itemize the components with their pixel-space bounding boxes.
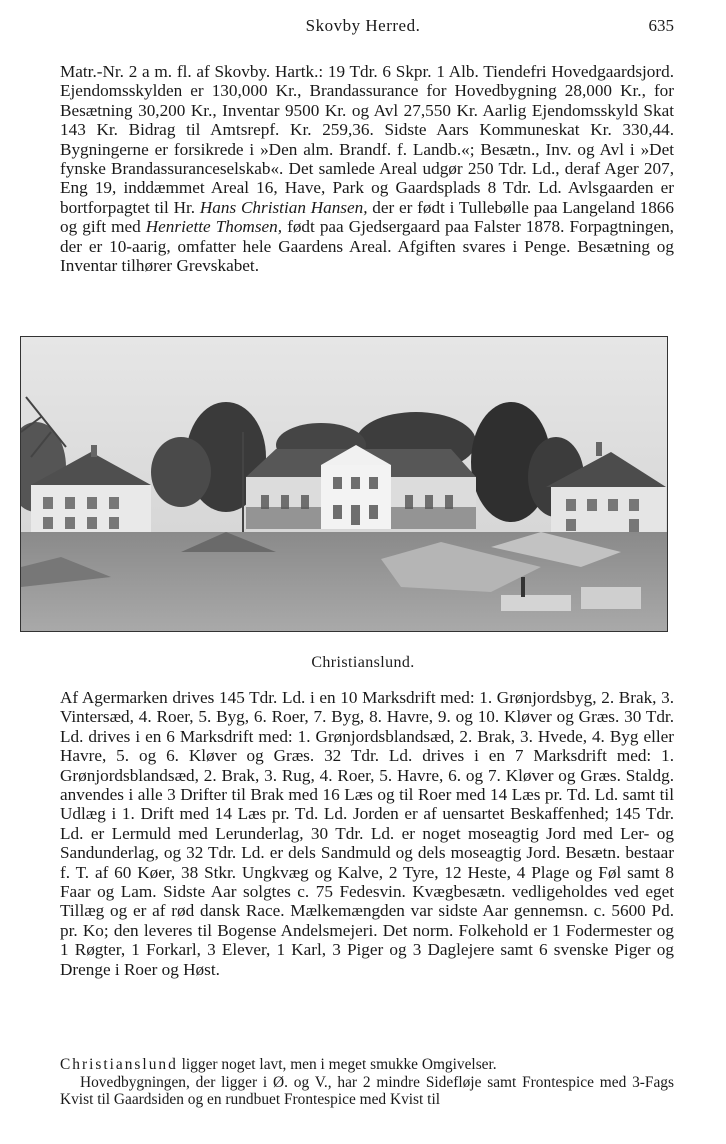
estate-name-spaced: Christianslund [60, 1056, 178, 1073]
paragraph-farming-details: Af Agermarken drives 145 Tdr. Ld. i en 10 Marksdrift med: 1. Grønjordsbyg, 2. Brak, 3. Vintersæd, 4. Roer, 5. Byg, 6. Roer, 7. Byg, 8. Havre, 9. og 10. Kløver og Græs. 30 Tdr. Ld. drives i en 6 Marksdrift med: 1. Grønjordsblandsæd, 2. Brak, 3. Hvede, 4. Byg eller Havre, 5. og 6. Kløver og Græs. 32 Tdr. Ld. drives i en 7 Marksdrift med: 1. Grønjordsblandsæd, 2. Brak, 3. Rug, 4. Roer, 5. Havre, 6. og 7. Kløver og Græs. Staldg. anvendes i alle 3 Drifter til Brak med 16 Læs og til Roer med 14 Læs pr. Td. Ld. samt til Udlæg i 1. Drift med 14 Læs pr. Td. Ld. Jorden er af uensartet Beskaffenhed; 145 Tdr. Ld. er Lermuld med Lerunderlag, 30 Tdr. Ld. er noget moseagtig Jord med Ler- og Sandunderlag, og 32 Tdr. Ld. er dels Sandmuld og dels moseagtig Jord. Besætn. bestaar f. T. af 60 Køer, 38 Stkr. Ungkvæg og Kalve, 2 Tyre, 12 Heste, 4 Plage og Føl samt 8 Faar og Lam. Sidste Aar solgtes c. 75 Fedesvin. Kvægbesætn. vedligeholdes ved eget Tillæg og er af rød dansk Race. Mælkemængden var sidste Aar gennemsn. c. 5600 Pd. pr. Ko; den leveres til Bogense Andelsmejeri. Det norm. Folkehold er 1 Fodermester og 1 Røgter, 1 Forkarl, 3 Elever, 1 Karl, 3 Piger og 3 Daglejere samt 6 svenske Piger og Drenge i Roer og Høst. [60, 688, 674, 979]
property-text-a: Matr.-Nr. 2 a m. fl. af Skovby. Hartk.: 19 Tdr. 6 Skpr. 1 Alb. Tiendefri Hovedgaardsjord. Ejendomsskylden er 130,000 Kr., Brandassurance for Hovedbygning 28,000 Kr., for Besætning 30,200 Kr., Inventar 9500 Kr. og Avl 27,550 Kr. Aarlig Ejendomsskyld Skat 143 Kr. Bidrag til Amtsrepf. Kr. 259,36. Sidste Aars Kommuneskat Kr. 330,44. Bygningerne er forsikrede i »Den alm. Brandf. f. Landb.«; Besætn., Inv. og Avl i »Det fynske Brandassuranceselskab«. Det samlede Areal udgør 250 Tdr. Ld., deraf Ager 207, Eng 19, inddæmmet Areal 16, Have, Park og Gaardsplads 8 Tdr. Ld. Avlsgaarden er bortforpagtet til Hr. [60, 62, 674, 217]
description-line2: Hovedbygningen, der ligger i Ø. og V., har 2 mindre Sidefløje samt Frontespice med 3-Fags Kvist til Gaardsiden og en rundbuet Frontespice med Kvist til [60, 1073, 674, 1109]
description-line1: ligger noget lavt, men i meget smukke Omgivelser. [177, 1056, 497, 1073]
wife-name: Henriette Thomsen, [145, 217, 283, 237]
photo-caption: Christianslund. [311, 654, 415, 671]
paragraph-property-details [60, 62, 674, 275]
running-title: Skovby Herred. [305, 16, 421, 35]
page-header [0, 16, 726, 42]
property-text-c: født paa Gjedsergaard paa Falster 1878. Forpagtningen, der er 10-aarig, omfatter hele Gaardens Areal. Afgiften svares i Penge. Besætning og Inventar tilhører Grevskabet. [60, 217, 674, 276]
page-number: 635 [648, 16, 674, 35]
estate-photograph [20, 336, 668, 632]
property-text-b: der er født i Tullebølle paa Langeland 1866 og gift med [60, 197, 674, 237]
tenant-name: Hans Christian Hansen, [199, 197, 368, 217]
paragraph-description [60, 1056, 674, 1109]
